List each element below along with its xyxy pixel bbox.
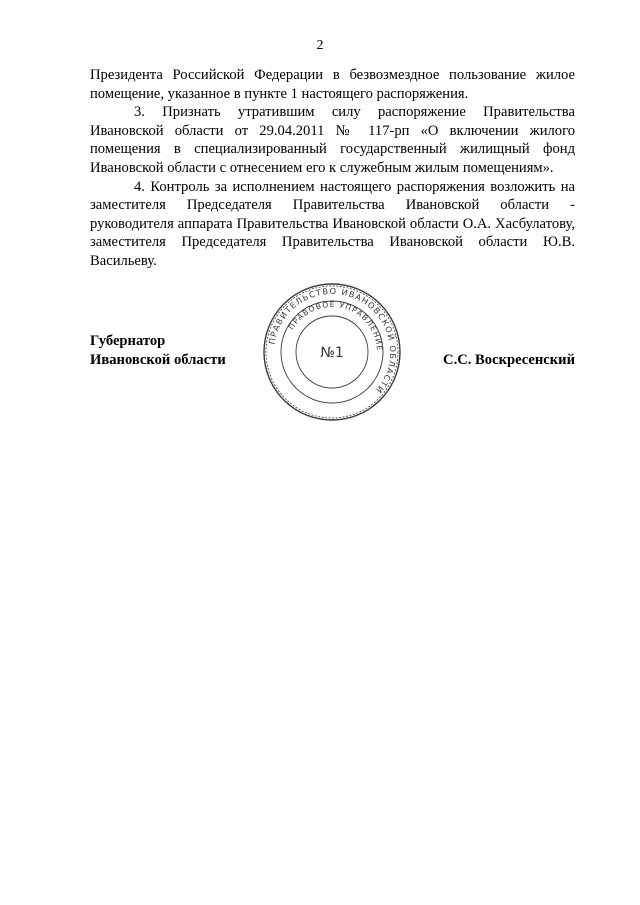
stamp-number: №1: [320, 345, 344, 361]
paragraph-3: 3. Признать утратившим силу распоряжение Правительства Ивановской области от 29.04.2011 № 117-рп «О включении жилого помещения в специализированный государственный жилищный фонд Ивановской области с отнесением его к служебным жилым помещениям».: [90, 104, 575, 176]
stamp-outer-text: ПРАВИТЕЛЬСТВО ИВАНОВСКОЙ ОБЛАСТИ: [266, 285, 399, 397]
official-seal-stamp: [262, 282, 402, 422]
paragraph-continuation: Президента Российской Федерации в безвозмездное пользование жилое помещение, указанное в пункте 1 настоящего распоряжения.: [90, 67, 575, 102]
document-body: [90, 66, 575, 271]
signatory-position: [90, 332, 226, 370]
signatory-title-line-1: Губернатор: [90, 333, 166, 349]
paragraph-4: 4. Контроль за исполнением настоящего распоряжения возложить на заместителя Председателя Правительства Ивановской области - руководителя аппарата Правительства Ивановской области О.А. Хасбулатову, заместителя Председателя Правительства Ивановской области Ю.В. Васильеву.: [90, 178, 575, 269]
stamp-inner-text: ПРАВОВОЕ УПРАВЛЕНИЕ: [286, 299, 385, 352]
signatory-name: С.С. Воскресенский: [443, 352, 575, 368]
signatory-title-line-2: Ивановской области: [90, 352, 226, 368]
page-number: 2: [316, 38, 324, 53]
